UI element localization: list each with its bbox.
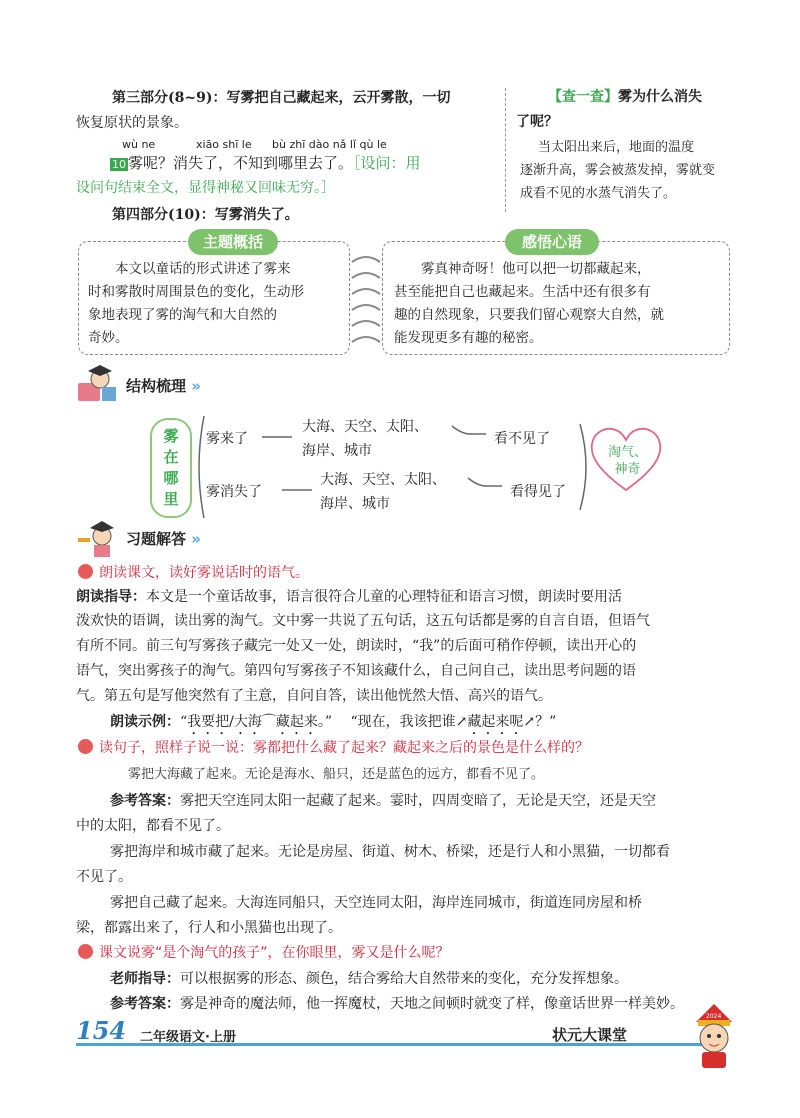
page-number: 154 — [76, 1016, 127, 1045]
question-2: 读句子，照样子说一说：雾都把什么藏了起来？藏起来之后的景色是什么样的？ — [78, 737, 589, 757]
pinyin-1: wù ne — [122, 138, 156, 151]
q1-guide-line-1: 朗读指导：本文是一个童话故事，语言很符合儿童的心理特征和语言习惯，朗读时要用活 — [76, 589, 622, 605]
q3-guide: 老师指导：可以根据雾的形态、颜色，结合雾给大自然带来的变化，充分发挥想象。 — [110, 971, 628, 987]
q3-answer: 参考答案：雾是神奇的魔法师，他一挥魔杖，天地之间顿时就变了样，像童话世界一样美妙。 — [110, 996, 684, 1012]
branch1-result: 看不见了 — [494, 431, 550, 447]
structure-title: 结构梳理 » — [126, 377, 201, 395]
q1-guide-line-3: 有所不同。前三句写雾孩子藏完一处又一处，朗读时，“我”的后面可稍作停顿，读出开心的 — [76, 638, 637, 654]
check-question: 【查一查】雾为什么消失 — [548, 89, 702, 105]
q1-guide-line-2: 泼欢快的语调，读出雾的淘气。文中雾一共说了五句话，这五句话都是雾的自言自语，但语气 — [76, 613, 650, 629]
check-answer-1: 当太阳出来后，地面的温度 — [538, 140, 695, 155]
branch1-label: 雾来了 — [206, 431, 248, 447]
theme-text: 本文以童话的形式讲述了雾来 时和雾散时周围景色的变化，生动形 象地表现了雾的淘气和大自然的 奇妙。 — [88, 261, 304, 346]
branch2-items: 大海、天空、太阳、 海岸、城市 — [320, 472, 446, 512]
q2-answer2-line-2: 不见了。 — [76, 869, 132, 885]
column-divider — [505, 88, 506, 212]
mascot-badge: 2024 — [706, 1013, 722, 1020]
heart-text-1: 淘气、 — [608, 445, 648, 460]
check-question-cont: 了呢？ — [516, 114, 558, 130]
q1-guide-line-5: 气。第五句是写他突然有了主意，自问自答，读出他恍然大悟、高兴的语气。 — [76, 688, 552, 704]
branch2-result: 看得见了 — [510, 484, 566, 500]
structure-root: 雾 在 哪 里 — [150, 418, 192, 518]
question-1: 朗读课文，读好雾说话时的语气。 — [78, 562, 309, 582]
pinyin-3: bù zhī dào nǎ lǐ qù le — [272, 138, 387, 151]
q1-guide-line-4: 语气，突出雾孩子的淘气。第四句写雾孩子不知该藏什么，自己问自己，读出思考问题的语 — [76, 663, 636, 679]
check-answer-2: 逐渐升高，雾会被蒸发掉，雾就变 — [520, 163, 716, 178]
question-icon — [78, 944, 93, 959]
heart-shape — [588, 424, 664, 494]
q2-answer3-line-1: 雾把自己藏了起来。大海连同船只，天空连同太阳，海岸连同城市，街道连同房屋和桥 — [110, 895, 642, 911]
teacher-icon — [76, 518, 122, 558]
exercises-title: 习题解答 » — [126, 530, 201, 548]
q2-answer3-line-2: 梁，都露出来了，行人和小黑猫也出现了。 — [76, 920, 342, 936]
pinyin-2: xiāo shī le — [196, 138, 252, 151]
q2-answer-line-2: 中的太阳，都看不见了。 — [76, 818, 230, 834]
mascot-icon — [684, 1000, 744, 1072]
part3-heading: 第三部分(8~9)：写雾把自己藏起来，云开雾散，一切 — [112, 90, 451, 106]
brand-name: 状元大课堂 — [552, 1026, 628, 1044]
reading-student-icon — [76, 365, 120, 405]
theme-title: 主题概括 — [188, 229, 278, 255]
q1-example: 朗读示例：“我要把/大海⌒藏起来。” “现在，我该把谁↗藏起来呢↗？” — [110, 714, 557, 730]
question-icon — [78, 739, 93, 754]
part4-heading: 第四部分(10)：写雾消失了。 — [112, 207, 299, 223]
branch1-items: 大海、天空、太阳、 海岸、城市 — [302, 419, 428, 459]
binder-rings — [348, 248, 384, 348]
paragraph-number: 10 — [112, 158, 126, 171]
check-answer-3: 成看不见的水蒸气消失了。 — [520, 186, 677, 201]
q2-answer2-line-1: 雾把海岸和城市藏了起来。无论是房屋、街道、树木、桥梁，还是行人和小黑猫，一切都看 — [110, 844, 670, 860]
sentence-line: 10 雾呢？消失了，不知到哪里去了。［设问：用 — [112, 154, 421, 172]
q2-sample: 雾把大海藏了起来。无论是海水、船只，还是蓝色的远方，都看不见了。 — [128, 767, 545, 782]
question-3: 课文说雾“是个淘气的孩子”，在你眼里，雾又是什么呢？ — [78, 942, 450, 962]
insight-text: 雾真神奇呀！他可以把一切都藏起来， 甚至能把自己也藏起来。生活中还有很多有 趣的自然现象，只要我们留心观察大自然，就 能发现更多有趣的秘密。 — [394, 261, 664, 346]
question-icon — [78, 564, 93, 579]
book-title: 二年级语文·上册 — [140, 1030, 236, 1045]
rhetoric-note-cont: 设问句结束全文，显得神秘又回味无穷。］ — [76, 180, 335, 196]
rhetoric-note: ［设问：用 — [353, 154, 421, 172]
heart-text-2: 神奇 — [614, 462, 641, 477]
q2-answer-line-1: 参考答案：雾把天空连同太阳一起藏了起来。霎时，四周变暗了，无论是天空，还是天空 — [110, 793, 656, 809]
insight-title: 感悟心语 — [505, 229, 599, 255]
branch2-label: 雾消失了 — [206, 484, 262, 500]
part3-cont: 恢复原状的景象。 — [76, 115, 188, 131]
